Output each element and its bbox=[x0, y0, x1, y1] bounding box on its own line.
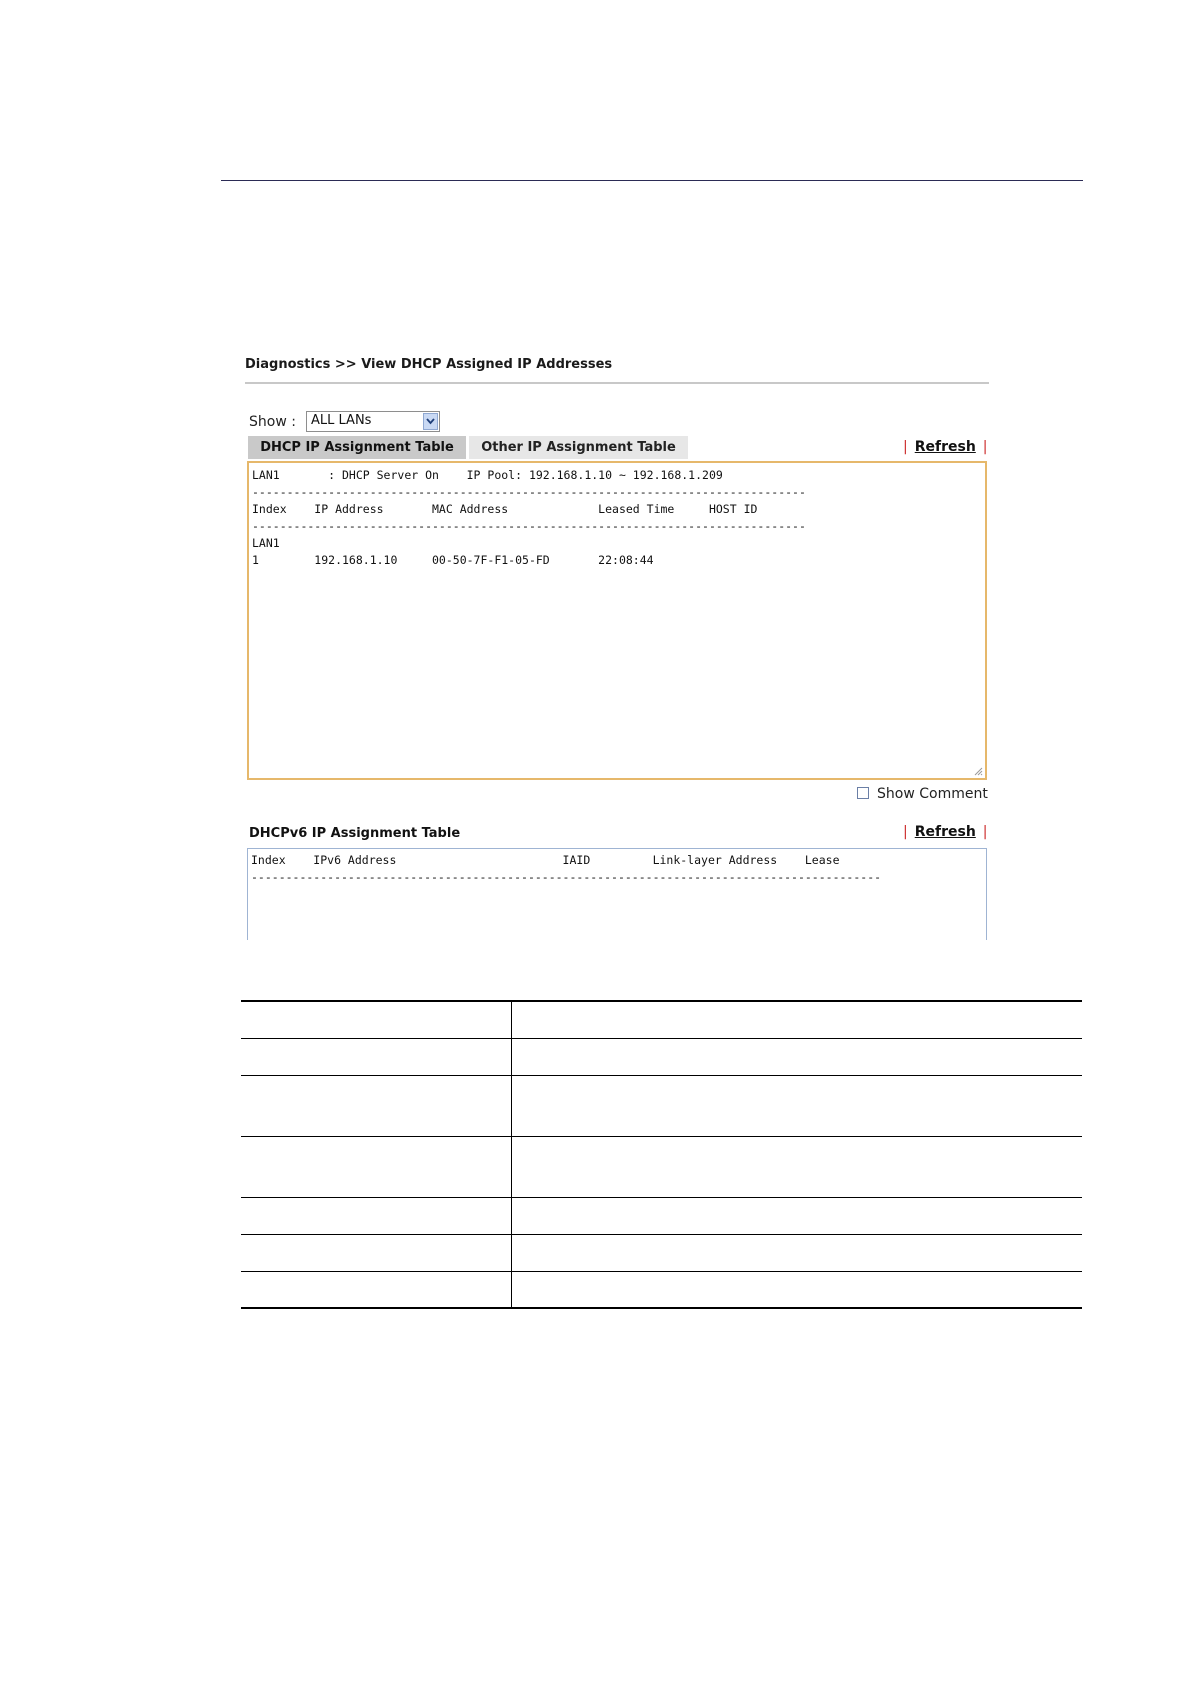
refresh-link-dhcp[interactable]: Refresh bbox=[914, 439, 976, 455]
table-rule bbox=[241, 1271, 1082, 1272]
resize-grip-icon[interactable] bbox=[974, 767, 983, 776]
dhcp-line-lan-summary: LAN1 : DHCP Server On IP Pool: 192.168.1.10 ~ 192.168.1.209 bbox=[252, 468, 723, 482]
tab-dhcp-ip-assignment[interactable]: DHCP IP Assignment Table bbox=[248, 436, 466, 459]
chevron-down-icon[interactable] bbox=[423, 413, 438, 430]
dhcp-line-entry: 1 192.168.1.10 00-50-7F-F1-05-FD 22:08:44 bbox=[252, 553, 654, 567]
dhcpv6-line-separator: ------------------------------------------------------------------------------------------- bbox=[251, 870, 882, 884]
dhcpv6-title: DHCPv6 IP Assignment Table bbox=[249, 826, 461, 841]
table-rule bbox=[241, 1197, 1082, 1198]
dhcpv6-assignment-textarea[interactable] bbox=[247, 848, 987, 940]
table-rule bbox=[241, 1307, 1082, 1309]
refresh-group-dhcpv6 bbox=[903, 824, 988, 840]
dhcp-line-header: Index IP Address MAC Address Leased Time HOST ID bbox=[252, 502, 758, 516]
show-comment-checkbox[interactable] bbox=[857, 787, 869, 799]
dhcpv6-line-header: Index IPv6 Address IAID Link-layer Address Lease bbox=[251, 853, 840, 867]
table-rule bbox=[241, 1075, 1082, 1076]
dhcp-line-separator: -------------------------------------------------------------------------------- bbox=[252, 485, 806, 499]
separator: | bbox=[903, 439, 908, 455]
show-label: Show : bbox=[249, 414, 296, 430]
table-rule bbox=[241, 1038, 1082, 1039]
dhcp-line-lan-group: LAN1 bbox=[252, 536, 280, 550]
show-comment-label: Show Comment bbox=[877, 786, 988, 802]
breadcrumb: Diagnostics >> View DHCP Assigned IP Addresses bbox=[245, 357, 613, 372]
breadcrumb-divider bbox=[245, 382, 989, 384]
lan-select[interactable] bbox=[306, 411, 440, 432]
dhcp-line-separator: -------------------------------------------------------------------------------- bbox=[252, 519, 806, 533]
refresh-link-dhcpv6[interactable]: Refresh bbox=[914, 824, 976, 840]
page-top-rule bbox=[221, 180, 1083, 181]
separator: | bbox=[903, 824, 908, 840]
dhcp-assignment-textarea[interactable] bbox=[247, 461, 987, 780]
separator: | bbox=[982, 439, 988, 455]
lan-select-value: ALL LANs bbox=[311, 413, 372, 428]
table-column-divider bbox=[511, 1000, 512, 1307]
table-rule bbox=[241, 1000, 1082, 1002]
refresh-group-dhcp bbox=[903, 439, 988, 455]
table-rule bbox=[241, 1234, 1082, 1235]
show-comment-toggle[interactable] bbox=[857, 786, 988, 802]
table-rule bbox=[241, 1136, 1082, 1137]
separator: | bbox=[982, 824, 988, 840]
tab-other-ip-assignment[interactable]: Other IP Assignment Table bbox=[469, 436, 688, 459]
